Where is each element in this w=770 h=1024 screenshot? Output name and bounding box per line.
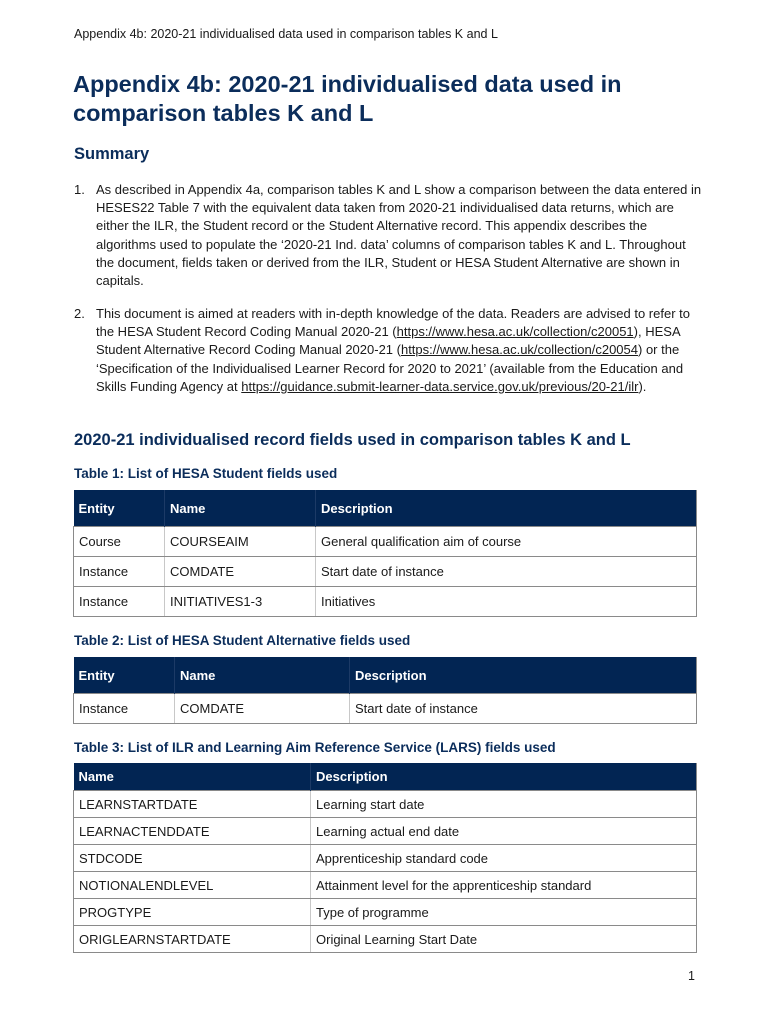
column-header: Name bbox=[165, 490, 316, 527]
cell-description: Start date of instance bbox=[350, 694, 697, 724]
column-header: Name bbox=[74, 763, 311, 791]
cell-description: Start date of instance bbox=[316, 557, 697, 587]
running-header: Appendix 4b: 2020-21 individualised data used in comparison tables K and L bbox=[74, 27, 498, 41]
text-segment: This document is aimed at readers with in-depth knowledge of the data. Readers are advised to refer to the HESA Student Record Coding Manual 2020-21 ( bbox=[96, 306, 690, 340]
cell-entity: Instance bbox=[74, 557, 165, 587]
page-title: Appendix 4b: 2020-21 individualised data used in comparison tables K and L bbox=[73, 71, 622, 126]
column-header: Description bbox=[350, 657, 697, 694]
column-header: Entity bbox=[74, 490, 165, 527]
table-row bbox=[74, 899, 697, 926]
cell-description: Learning start date bbox=[311, 791, 697, 818]
cell-name: LEARNSTARTDATE bbox=[74, 791, 311, 818]
summary-paragraph-2 bbox=[74, 305, 704, 396]
cell-entity: Instance bbox=[74, 694, 175, 724]
summary-heading: Summary bbox=[74, 145, 150, 163]
link-hesa-alternative-manual[interactable]: https://www.hesa.ac.uk/collection/c20054 bbox=[400, 342, 638, 358]
table-row bbox=[74, 527, 697, 557]
paragraph-text bbox=[96, 305, 704, 396]
paragraph-text: As described in Appendix 4a, comparison tables K and L show a comparison between the data entered in HESES22 Table 7 with the equivalent data taken from 2020-21 individualised data returns, which are either the ILR, the Student record or the Student Alternative record. This appendix describes the algorithms used to populate the ‘2020-21 Ind. data’ columns of comparison tables K and L. Throughout the document, fields taken or derived from the ILR, Student or HESA Student Alternative are shown in capitals. bbox=[96, 182, 702, 289]
cell-description: Apprenticeship standard code bbox=[311, 845, 697, 872]
table-header-row bbox=[74, 490, 697, 527]
cell-description: General qualification aim of course bbox=[316, 527, 697, 557]
table-2 bbox=[73, 657, 697, 724]
cell-description: Initiatives bbox=[316, 587, 697, 617]
column-header: Entity bbox=[74, 657, 175, 694]
table-row bbox=[74, 818, 697, 845]
paragraph-number: 2. bbox=[74, 306, 85, 321]
table-3 bbox=[73, 763, 697, 953]
cell-name: PROGTYPE bbox=[74, 899, 311, 926]
table-row bbox=[74, 926, 697, 953]
table-header-row bbox=[74, 763, 697, 791]
cell-entity: Instance bbox=[74, 587, 165, 617]
table-2-caption: Table 2: List of HESA Student Alternative fields used bbox=[74, 633, 411, 648]
paragraph-number: 1. bbox=[74, 182, 85, 197]
table-1 bbox=[73, 490, 697, 617]
cell-description: Attainment level for the apprenticeship standard bbox=[311, 872, 697, 899]
link-ilr-specification[interactable]: https://guidance.submit-learner-data.service.gov.uk/previous/20-21/ilr bbox=[241, 378, 639, 394]
table-row bbox=[74, 694, 697, 724]
column-header: Description bbox=[316, 490, 697, 527]
text-segment: ), HESA Student Alternative Record Coding Manual 2020-21 ( bbox=[96, 324, 680, 358]
cell-name: COURSEAIM bbox=[165, 527, 316, 557]
text-segment: ). bbox=[638, 378, 647, 394]
summary-paragraph-1 bbox=[74, 181, 704, 290]
cell-description: Learning actual end date bbox=[311, 818, 697, 845]
table-row bbox=[74, 845, 697, 872]
table-row bbox=[74, 587, 697, 617]
cell-name: COMDATE bbox=[165, 557, 316, 587]
column-header: Description bbox=[311, 763, 697, 791]
column-header: Name bbox=[175, 657, 350, 694]
cell-name: INITIATIVES1-3 bbox=[165, 587, 316, 617]
cell-name: LEARNACTENDDATE bbox=[74, 818, 311, 845]
link-hesa-student-manual[interactable]: https://www.hesa.ac.uk/collection/c20051 bbox=[396, 324, 634, 340]
cell-entity: Course bbox=[74, 527, 165, 557]
table-row bbox=[74, 557, 697, 587]
table-header-row bbox=[74, 657, 697, 694]
cell-description: Type of programme bbox=[311, 899, 697, 926]
page-number: 1 bbox=[688, 969, 695, 983]
table-1-caption: Table 1: List of HESA Student fields used bbox=[74, 466, 338, 481]
cell-description: Original Learning Start Date bbox=[311, 926, 697, 953]
cell-name: NOTIONALENDLEVEL bbox=[74, 872, 311, 899]
table-3-caption: Table 3: List of ILR and Learning Aim Reference Service (LARS) fields used bbox=[74, 740, 556, 755]
table-row bbox=[74, 791, 697, 818]
cell-name: COMDATE bbox=[175, 694, 350, 724]
text-segment: ) or the ‘Specification of the Individualised Learner Record for 2020 to 2021’ (available from the Education and Skills Funding Agency at bbox=[96, 342, 684, 394]
cell-name: STDCODE bbox=[74, 845, 311, 872]
table-row bbox=[74, 872, 697, 899]
section-heading: 2020-21 individualised record fields used in comparison tables K and L bbox=[74, 431, 631, 449]
cell-name: ORIGLEARNSTARTDATE bbox=[74, 926, 311, 953]
